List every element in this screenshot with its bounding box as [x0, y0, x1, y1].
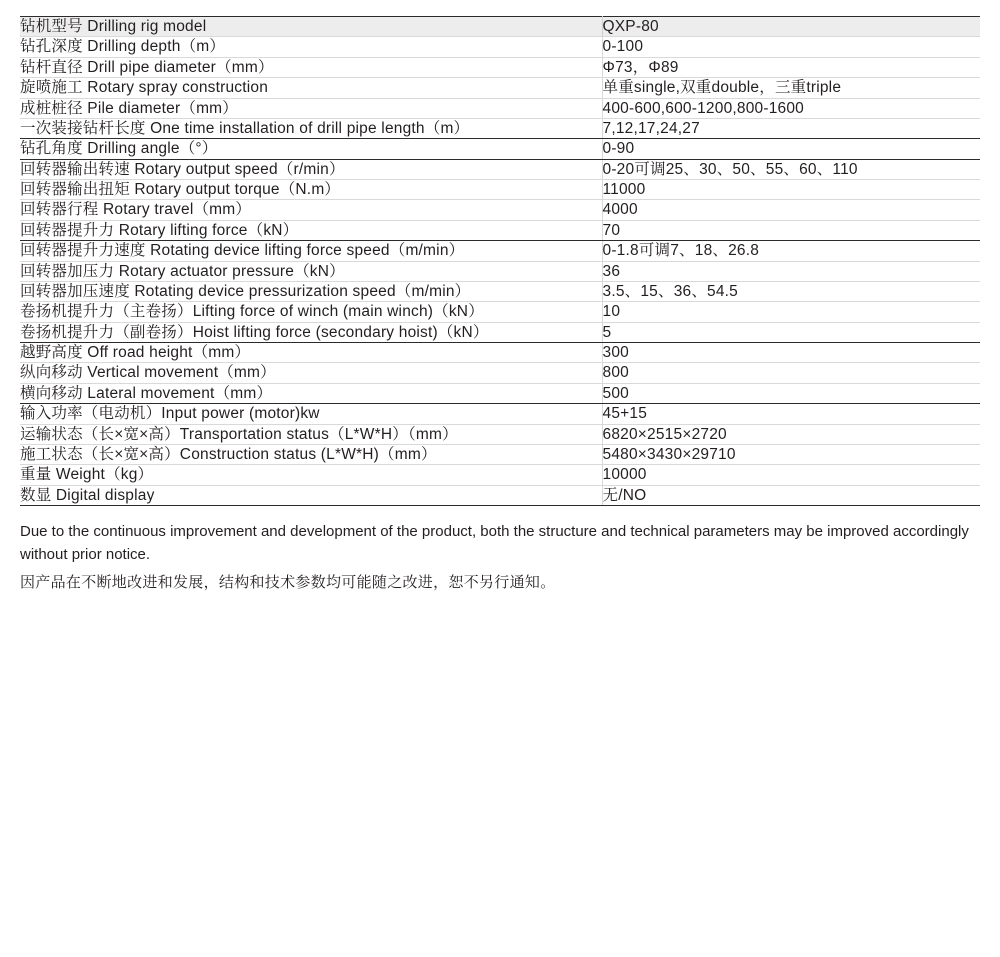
table-row: [20, 200, 980, 220]
table-row: [20, 322, 980, 342]
table-row: [20, 220, 980, 240]
spec-label-cell: 越野高度 Off road height（mm）: [20, 343, 602, 363]
table-row: [20, 118, 980, 138]
table-row: [20, 37, 980, 57]
table-row: [20, 424, 980, 444]
spec-label-cell: 钻孔角度 Drilling angle（°）: [20, 139, 602, 159]
spec-value-cell: 5: [602, 322, 980, 342]
disclaimer-text-cn: 因产品在不断地改进和发展，结构和技术参数均可能随之改进，恕不另行通知。: [20, 573, 556, 591]
spec-value-cell: 0-90: [602, 139, 980, 159]
spec-label-cell: 一次装接钻杆长度 One time installation of drill pipe length（m）: [20, 118, 602, 138]
spec-label-cell: 输入功率（电动机）Input power (motor)kw: [20, 404, 602, 424]
spec-value-cell: 3.5、15、36、54.5: [602, 281, 980, 301]
spec-value-cell: 0-100: [602, 37, 980, 57]
spec-value-cell: 400-600,600-1200,800-1600: [602, 98, 980, 118]
disclaimer-text-en: Due to the continuous improvement and development of the product, both the structure and technical parameters may be improved accordingly without prior notice.: [20, 523, 969, 564]
spec-value-cell: 10000: [602, 465, 980, 485]
spec-value-cell: 500: [602, 383, 980, 403]
spec-value-cell: 10: [602, 302, 980, 322]
spec-value-cell: 单重single,双重double，三重triple: [602, 78, 980, 98]
table-row: [20, 261, 980, 281]
table-row: [20, 302, 980, 322]
spec-label-cell: 钻孔深度 Drilling depth（m）: [20, 37, 602, 57]
spec-label-cell: 钻杆直径 Drill pipe diameter（mm）: [20, 57, 602, 77]
spec-value-cell: 0-1.8可调7、18、26.8: [602, 241, 980, 261]
table-row: [20, 139, 980, 159]
table-row: [20, 343, 980, 363]
spec-label-cell: 回转器加压力 Rotary actuator pressure（kN）: [20, 261, 602, 281]
spec-value-cell: 6820×2515×2720: [602, 424, 980, 444]
spec-label-cell: 纵向移动 Vertical movement（mm）: [20, 363, 602, 383]
table-row: [20, 159, 980, 179]
table-row: [20, 383, 980, 403]
spec-value-cell: Φ73，Φ89: [602, 57, 980, 77]
spec-label-cell: 重量 Weight（kg）: [20, 465, 602, 485]
table-row: [20, 363, 980, 383]
spec-value-cell: 0-20可调25、30、50、55、60、110: [602, 159, 980, 179]
spec-label-cell: 回转器提升力速度 Rotating device lifting force speed（m/min）: [20, 241, 602, 261]
spec-value-cell: 70: [602, 220, 980, 240]
spec-value-cell: 7,12,17,24,27: [602, 118, 980, 138]
table-row: [20, 241, 980, 261]
spec-value-cell: 36: [602, 261, 980, 281]
table-row: [20, 57, 980, 77]
spec-value-cell: QXP-80: [602, 17, 980, 37]
spec-label-cell: 回转器加压速度 Rotating device pressurization speed（m/min）: [20, 281, 602, 301]
table-row: [20, 281, 980, 301]
table-row: [20, 17, 980, 37]
spec-label-cell: 成桩桩径 Pile diameter（mm）: [20, 98, 602, 118]
spec-value-cell: 300: [602, 343, 980, 363]
spec-label-cell: 回转器输出转速 Rotary output speed（r/min）: [20, 159, 602, 179]
spec-value-cell: 45+15: [602, 404, 980, 424]
spec-value-cell: 800: [602, 363, 980, 383]
spec-label-cell: 运输状态（长×宽×高）Transportation status（L*W*H）（mm）: [20, 424, 602, 444]
spec-value-cell: 无/NO: [602, 485, 980, 505]
spec-label-cell: 旋喷施工 Rotary spray construction: [20, 78, 602, 98]
spec-value-cell: 4000: [602, 200, 980, 220]
table-row: [20, 98, 980, 118]
spec-label-cell: 施工状态（长×宽×高）Construction status (L*W*H)（mm）: [20, 444, 602, 464]
specification-table-body: [20, 17, 980, 506]
table-row: [20, 78, 980, 98]
spec-label-cell: 回转器输出扭矩 Rotary output torque（N.m）: [20, 180, 602, 200]
disclaimer-note: [20, 520, 980, 594]
spec-label-cell: 回转器行程 Rotary travel（mm）: [20, 200, 602, 220]
spec-value-cell: 5480×3430×29710: [602, 444, 980, 464]
spec-label-cell: 钻机型号 Drilling rig model: [20, 17, 602, 37]
table-row: [20, 444, 980, 464]
spec-label-cell: 回转器提升力 Rotary lifting force（kN）: [20, 220, 602, 240]
specification-table: [20, 16, 980, 506]
table-row: [20, 485, 980, 505]
table-row: [20, 404, 980, 424]
table-row: [20, 465, 980, 485]
spec-label-cell: 卷扬机提升力（副卷扬）Hoist lifting force (secondary hoist)（kN）: [20, 322, 602, 342]
spec-label-cell: 卷扬机提升力（主卷扬）Lifting force of winch (main winch)（kN）: [20, 302, 602, 322]
table-row: [20, 180, 980, 200]
spec-label-cell: 数显 Digital display: [20, 485, 602, 505]
spec-label-cell: 横向移动 Lateral movement（mm）: [20, 383, 602, 403]
spec-value-cell: 11000: [602, 180, 980, 200]
